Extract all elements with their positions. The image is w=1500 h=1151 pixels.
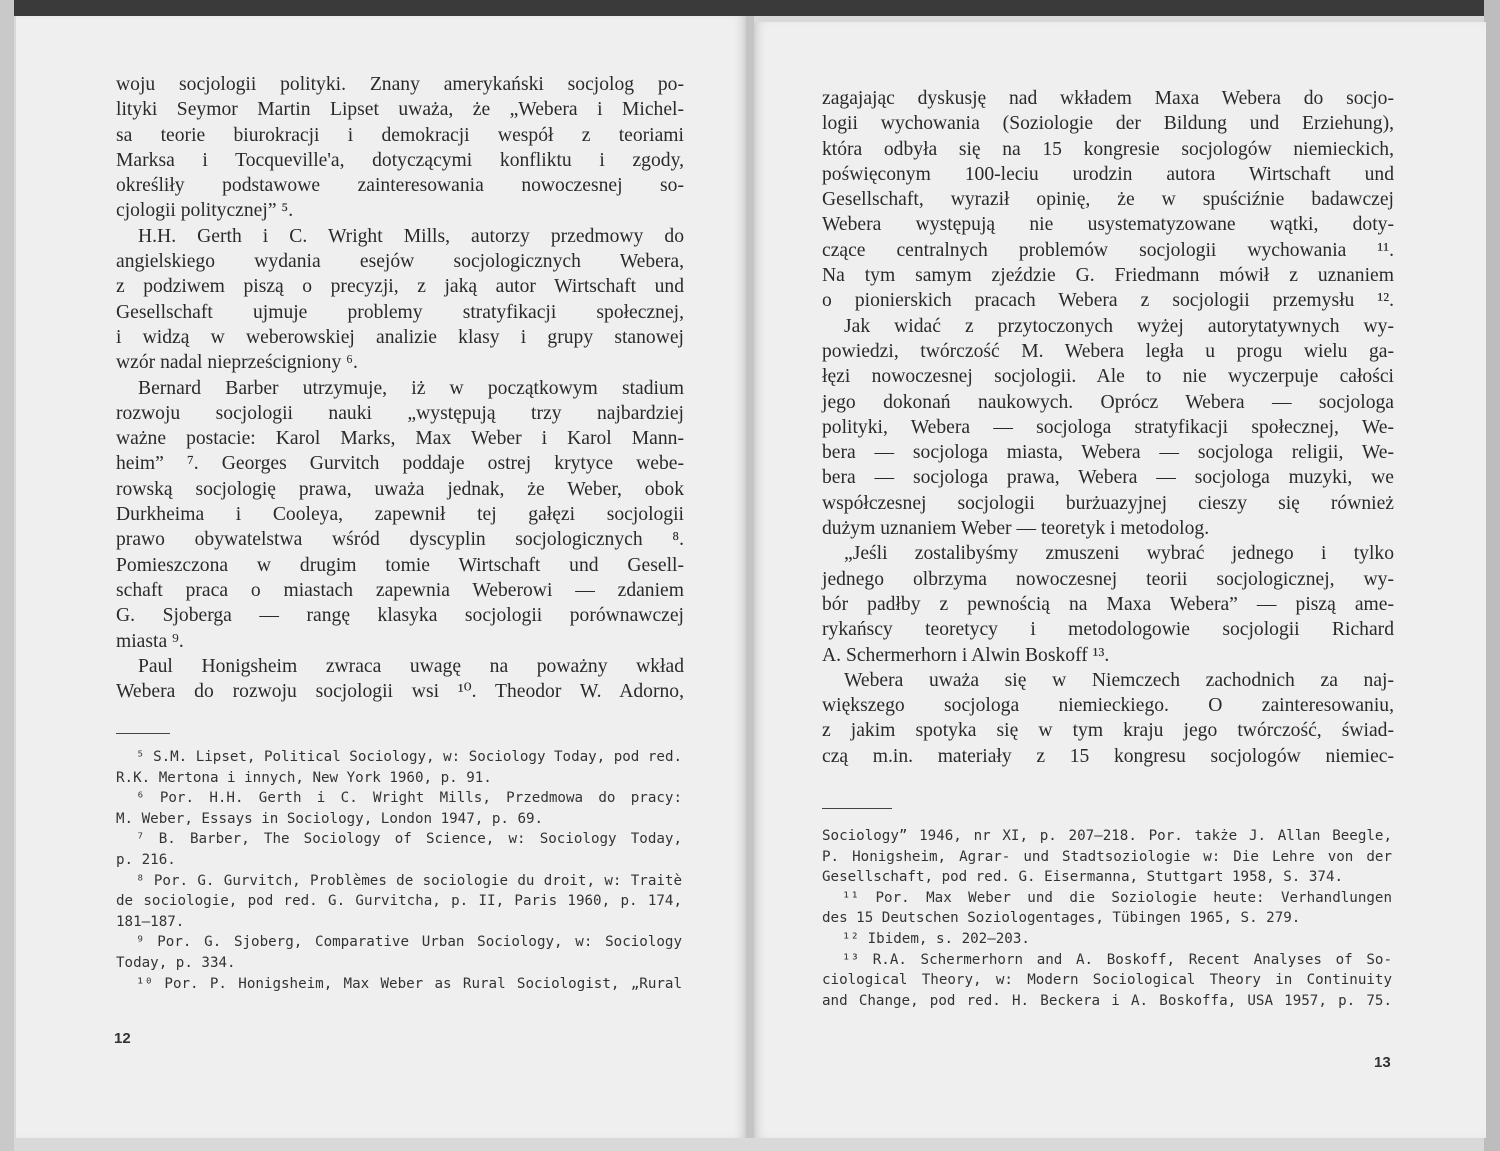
text-line: z podziwem piszą o precyzji, z jaką autor Wirtschaft und bbox=[116, 276, 684, 298]
right-footnotes bbox=[822, 826, 1392, 1011]
text-line: poświęconym 100-leciu urodzin autora Wirtschaft und bbox=[822, 163, 1394, 185]
text-line: prawo obywatelstwa wśród dyscyplin socjologicznych ⁸. bbox=[116, 529, 684, 551]
text-line: Pomieszczona w drugim tomie Wirtschaft und Gesell- bbox=[116, 554, 684, 576]
text-line: Webera do rozwoju socjologii wsi ¹⁰. Theodor W. Adorno, bbox=[116, 681, 684, 703]
footnote-line: ¹⁰ Por. P. Honigsheim, Max Weber as Rural Sociologist, „Rural bbox=[136, 975, 682, 992]
footnote-line: Sociology” 1946, nr XI, p. 207—218. Por. także J. Allan Beegle, bbox=[822, 828, 1392, 844]
text-line: która odbyła się na 15 kongresie socjologów niemieckich, bbox=[822, 138, 1394, 160]
footnote-line: Gesellschaft, pod red. G. Eisermanna, Stuttgart 1958, S. 374. bbox=[822, 869, 1344, 886]
text-line: Paul Honigsheim zwraca uwagę na poważny wkład bbox=[138, 655, 684, 677]
footnote-line: 181—187. bbox=[116, 913, 185, 930]
text-line: i widzą w weberowskiej analizie klasy i grupy stanowej bbox=[116, 326, 684, 348]
text-line: rykańscy teoretycy i metodologowie socjologii Richard bbox=[822, 619, 1394, 641]
text-line: bór padłby z pewnością na Maxa Webera” — piszą ame- bbox=[822, 593, 1394, 615]
text-line: lityki Seymor Martin Lipset uważa, że „Webera i Michel- bbox=[116, 99, 684, 121]
text-line: określiły podstawowe zainteresowania nowoczesnej so- bbox=[116, 175, 684, 197]
text-line: Na tym samym zjeździe G. Friedmann mówił z uznaniem bbox=[822, 265, 1394, 287]
footnote-line: P. Honigsheim, Agrar- und Stadtsoziologie w: Die Lehre von der bbox=[822, 848, 1392, 865]
text-line: o pionierskich pracach Webera z socjologii przemysłu ¹². bbox=[822, 290, 1394, 312]
footnote-line: ⁶ Por. H.H. Gerth i C. Wright Mills, Przedmowa do pracy: bbox=[136, 790, 682, 807]
text-line: Durkheima i Cooleya, zapewnił tej gałęzi socjologii bbox=[116, 504, 684, 526]
text-line: Jak widać z przytoczonych wyżej autorytatywnych wy- bbox=[844, 315, 1394, 337]
footnote-line: and Change, pod red. H. Beckera i A. Boskoffa, USA 1957, p. 75. bbox=[822, 992, 1392, 1009]
footnote-line: ¹¹ Por. Max Weber und die Soziologie heute: Verhandlungen bbox=[842, 889, 1392, 906]
text-line: sa teorie biurokracji i demokracji wespół z teoriami bbox=[116, 124, 684, 146]
text-line: rowską socjologię prawa, uważa jednak, że Weber, obok bbox=[116, 478, 684, 500]
scan-right-edge bbox=[1484, 0, 1500, 1151]
page-number-left: 12 bbox=[114, 1030, 131, 1047]
text-line: łęzi nowoczesnej socjologii. Ale to nie wyczerpuje całości bbox=[822, 366, 1394, 388]
text-line: z jakim spotyka się w tym kraju jego twórczość, świad- bbox=[822, 720, 1394, 742]
text-line: rozwoju socjologii nauki „występują trzy najbardziej bbox=[116, 402, 684, 424]
footnote-rule bbox=[822, 808, 892, 809]
text-line: zagajając dyskusję nad wkładem Maxa Webera do socjo- bbox=[822, 88, 1394, 109]
footnote-line: des 15 Deutschen Soziologentages, Tübingen 1965, S. 279. bbox=[822, 910, 1301, 927]
footnote-line: ¹³ R.A. Schermerhorn and A. Boskoff, Recent Analyses of So- bbox=[842, 951, 1392, 968]
footnote-line: ¹² Ibidem, s. 202—203. bbox=[842, 930, 1030, 947]
book-gutter bbox=[746, 16, 754, 1138]
text-line: czą m.in. materiały z 15 kongresu socjologów niemiec- bbox=[822, 745, 1394, 767]
text-line: dużym uznaniem Weber — teoretyk i metodolog. bbox=[822, 518, 1210, 540]
footnote-line: ⁹ Por. G. Sjoberg, Comparative Urban Sociology, w: Sociology bbox=[136, 934, 682, 951]
text-line: Marksa i Tocqueville'a, dotyczącymi konfliktu i zgody, bbox=[116, 149, 684, 171]
footnote-line: R.K. Mertona i innych, New York 1960, p. 91. bbox=[116, 769, 492, 786]
right-page-body bbox=[822, 86, 1394, 769]
scan-top-edge bbox=[0, 0, 1500, 16]
text-line: cjologii politycznej” ⁵. bbox=[116, 200, 294, 222]
text-line: A. Schermerhorn i Alwin Boskoff ¹³. bbox=[822, 644, 1110, 666]
footnote-rule bbox=[116, 733, 170, 734]
text-line: schaft praca o miastach zapewnia Weberowi — zdaniem bbox=[116, 579, 684, 601]
text-line: logii wychowania (Soziologie der Bildung und Erziehung), bbox=[822, 113, 1394, 135]
text-line: Webera uważa się w Niemczech zachodnich za naj- bbox=[844, 669, 1394, 691]
text-line: Webera występują nie usystematyzowane wątki, doty- bbox=[822, 214, 1394, 236]
text-line: woju socjologii polityki. Znany amerykański socjolog po- bbox=[116, 74, 684, 95]
text-line: heim” ⁷. Georges Gurvitch poddaje ostrej krytyce webe- bbox=[116, 453, 684, 475]
text-line: większego socjologa niemieckiego. O zainteresowaniu, bbox=[822, 695, 1394, 717]
footnote-line: ⁷ B. Barber, The Sociology of Science, w: Sociology Today, bbox=[136, 831, 682, 848]
footnote-line: ciological Theory, w: Modern Sociological Theory in Continuity bbox=[822, 972, 1392, 989]
text-line: ważne postacie: Karol Marks, Max Weber i Karol Mann- bbox=[116, 428, 684, 450]
text-line: polityki, Webera — socjologa stratyfikacji społecznej, We- bbox=[822, 416, 1394, 438]
footnote-line: Today, p. 334. bbox=[116, 954, 236, 971]
text-line: miasta ⁹. bbox=[116, 630, 184, 652]
page-number-right: 13 bbox=[1374, 1054, 1391, 1071]
text-line: Gesellschaft, wyraził opinię, że w spuściźnie badawczej bbox=[822, 189, 1394, 211]
left-footnotes bbox=[116, 747, 682, 994]
text-line: „Jeśli zostalibyśmy zmuszeni wybrać jednego i tylko bbox=[844, 543, 1394, 565]
text-line: powiedzi, twórczość M. Webera legła u progu wielu ga- bbox=[822, 340, 1394, 362]
footnote-line: ⁸ Por. G. Gurvitch, Problèmes de sociologie du droit, w: Traitè bbox=[136, 872, 682, 889]
text-line: wzór nadal nieprześcigniony ⁶. bbox=[116, 352, 358, 374]
footnote-line: ⁵ S.M. Lipset, Political Sociology, w: Sociology Today, pod red. bbox=[136, 749, 682, 765]
text-line: Gesellschaft ujmuje problemy stratyfikacji społecznej, bbox=[116, 301, 684, 323]
footnote-line: de sociologie, pod red. G. Gurvitcha, p. II, Paris 1960, p. 174, bbox=[116, 893, 682, 910]
text-line: bera — socjologa miasta, Webera — socjologa religii, We- bbox=[822, 442, 1394, 464]
text-line: H.H. Gerth i C. Wright Mills, autorzy przedmowy do bbox=[138, 225, 684, 247]
footnote-line: p. 216. bbox=[116, 851, 176, 868]
scan-left-edge bbox=[0, 0, 14, 1151]
text-line: współczesnej socjologii burżuazyjnej cieszy się również bbox=[822, 492, 1394, 514]
footnote-line: M. Weber, Essays in Sociology, London 1947, p. 69. bbox=[116, 810, 544, 827]
left-page-body bbox=[116, 72, 684, 704]
text-line: Bernard Barber utrzymuje, iż w początkowym stadium bbox=[138, 377, 684, 399]
text-line: bera — socjologa prawa, Webera — socjologa muzyki, we bbox=[822, 467, 1394, 489]
text-line: angielskiego wydania esejów socjologicznych Webera, bbox=[116, 251, 684, 273]
text-line: jego dokonań naukowych. Oprócz Webera — socjologa bbox=[822, 391, 1394, 413]
text-line: czące centralnych problemów socjologii wychowania ¹¹. bbox=[822, 239, 1394, 261]
text-line: jednego olbrzyma nowoczesnej teorii socjologicznej, wy- bbox=[822, 568, 1394, 590]
text-line: G. Sjoberga — rangę klasyka socjologii porównawczej bbox=[116, 605, 684, 627]
